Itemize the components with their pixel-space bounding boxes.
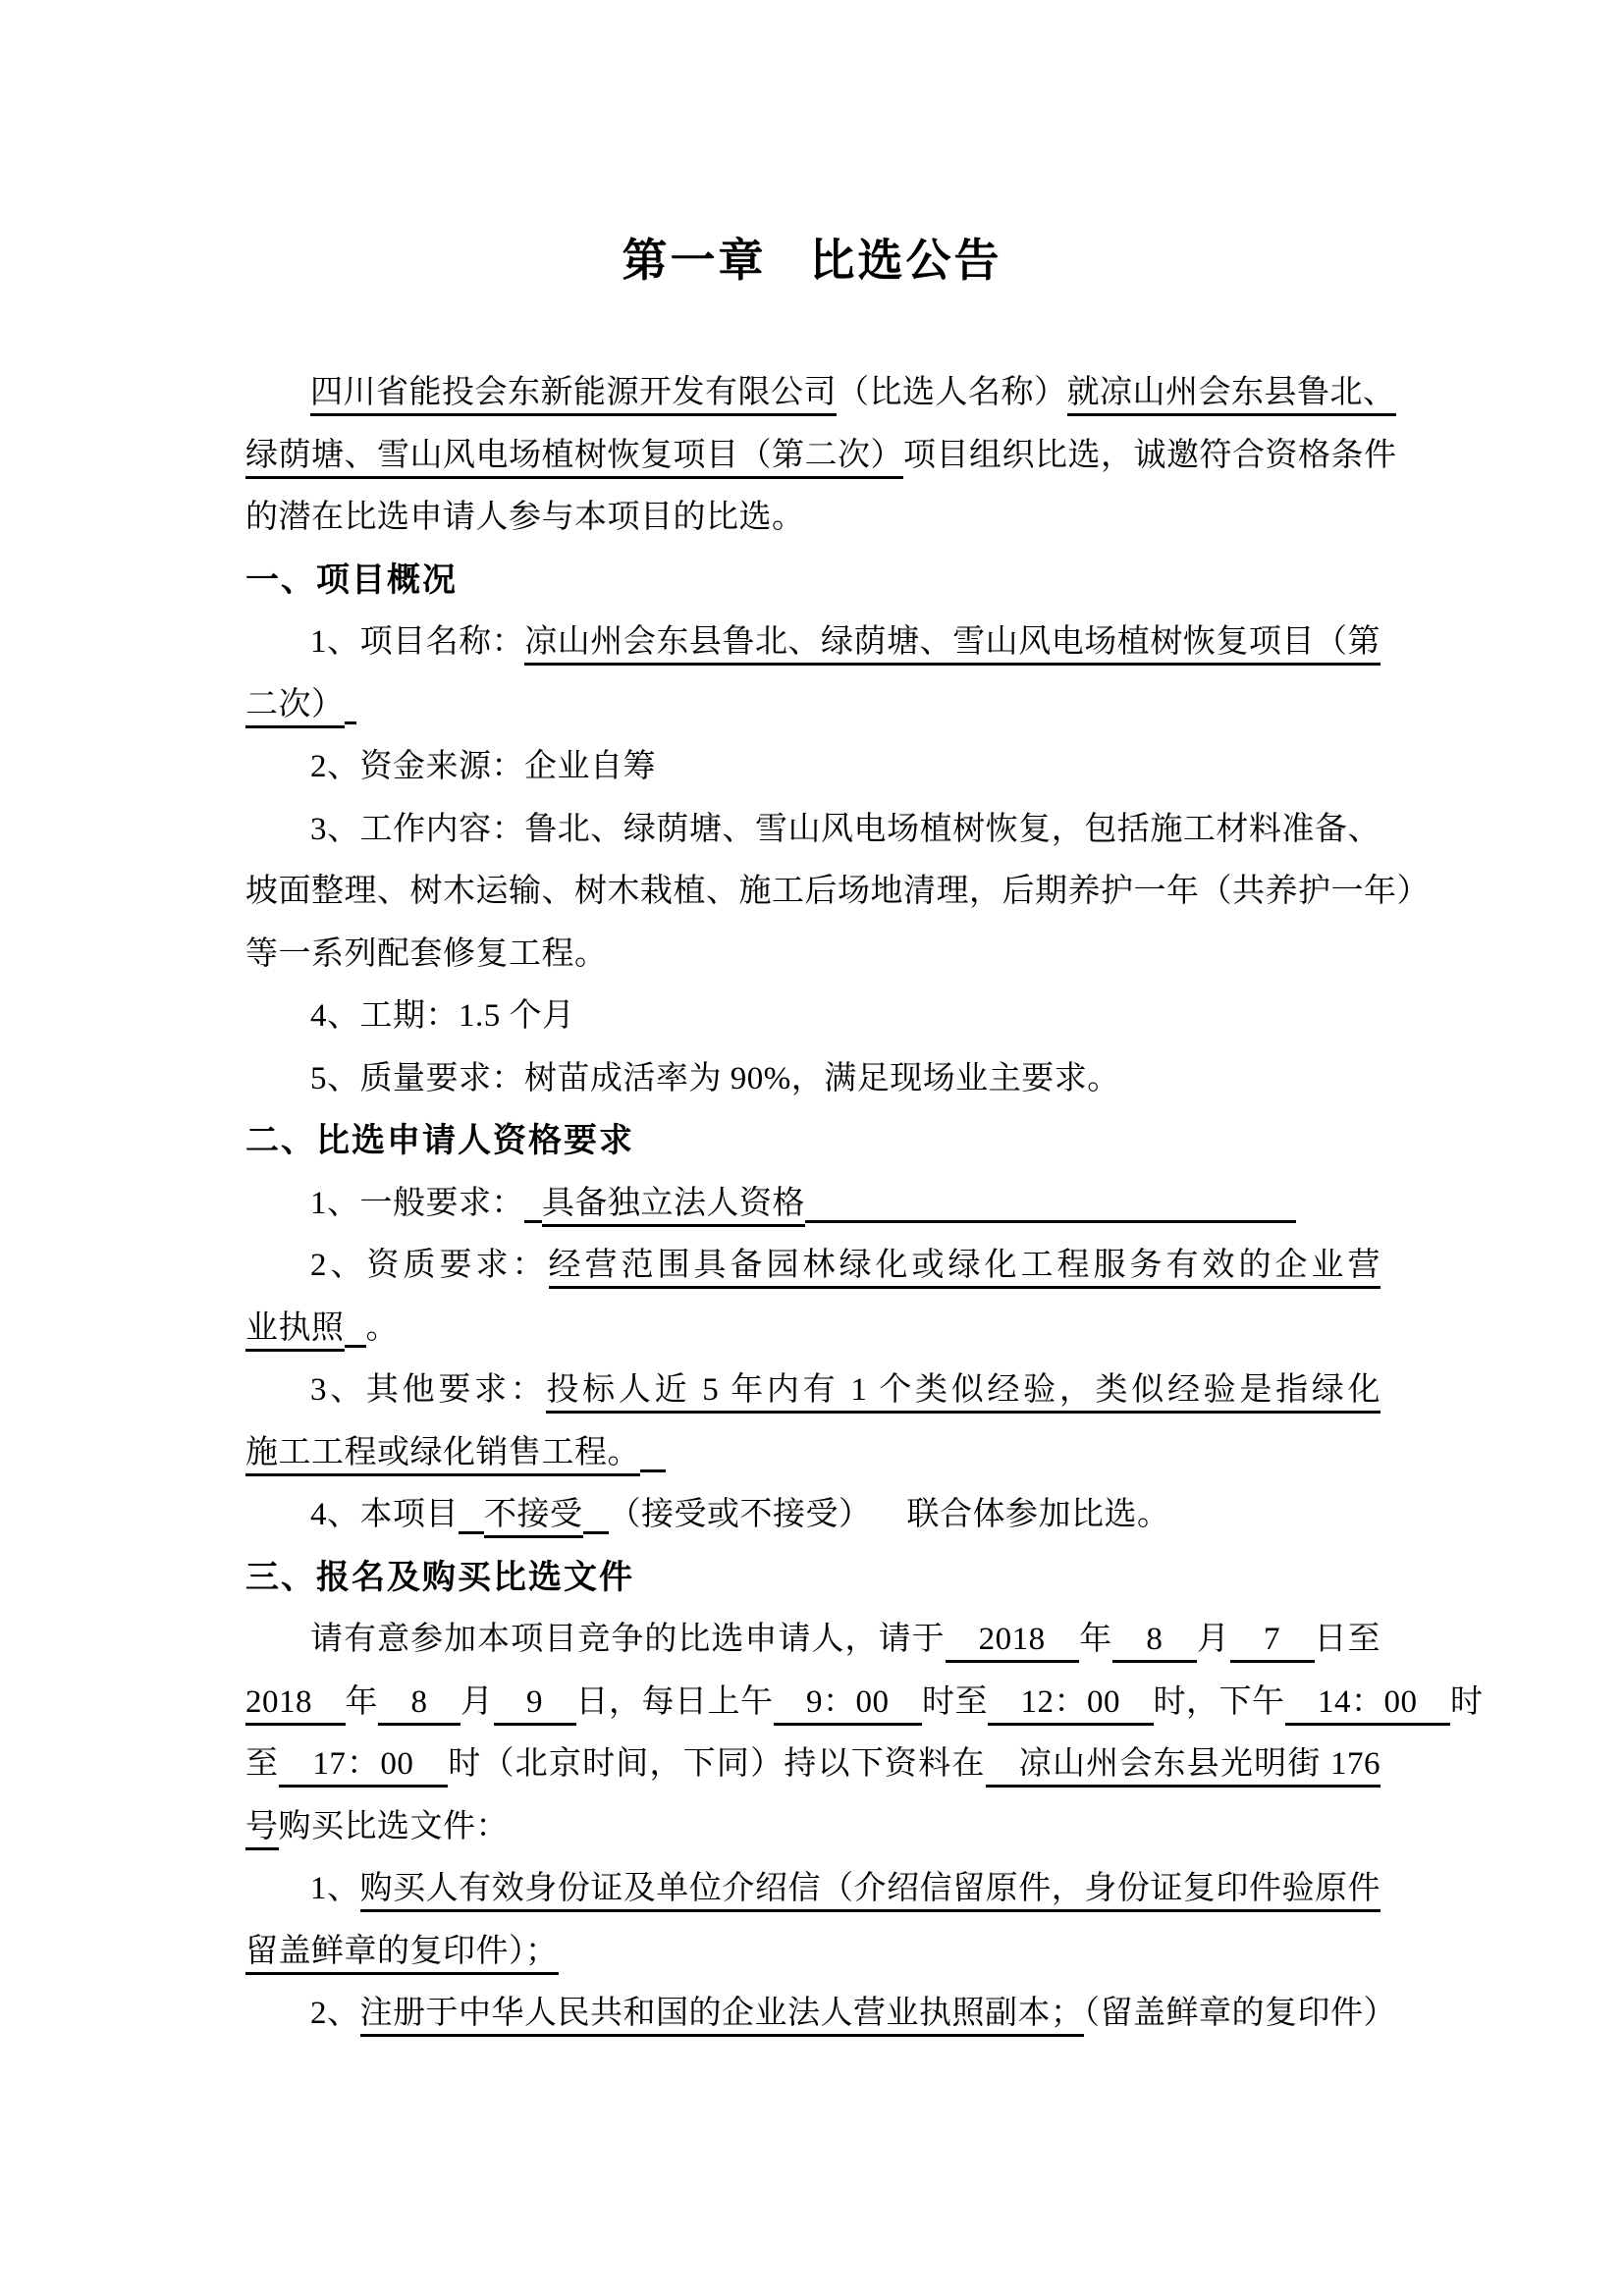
text-segment: （留盖鲜章的复印件） [1083,1996,1396,2031]
blank-underline [583,1530,609,1534]
underlined-text: 具备独立法人资格 [542,1186,805,1227]
text-segment: 购买比选文件： [278,1808,509,1844]
underlined-text: 14：00 [1285,1684,1451,1726]
underlined-text: 2018 [245,1684,346,1726]
text-line [245,612,1380,674]
section-heading [245,1110,1380,1173]
text-segment: 2、资质要求： [310,1248,549,1283]
text-segment: 2、 [310,1996,360,2031]
text-segment: 年 [345,1683,378,1720]
text-segment: 时（北京时间，下同）持以下资料在 [448,1746,986,1782]
text-segment: 3、工作内容：鲁北、绿荫塘、雪山风电场植树恢复，包括施工材料准备、 [310,811,1380,847]
underlined-text: 凉山州会东县光明街 176 [986,1746,1381,1788]
document-body [245,362,1484,2046]
text-segment: 项目组织比选，诚邀符合资格条件 [903,437,1397,473]
underlined-text: 12：00 [988,1684,1154,1726]
underlined-text: 2018 [946,1622,1080,1663]
text-line [245,1422,1380,1485]
text-segment: 三、报名及购买比选文件 [245,1558,634,1596]
underlined-text: 凉山州会东县鲁北、绿荫塘、雪山风电场植树恢复项目（第 [524,624,1380,666]
text-line [245,487,1380,550]
text-line [245,1235,1380,1298]
underlined-text: 购买人有效身份证及单位介绍信（介绍信留原件，身份证复印件验原件 [360,1871,1380,1912]
text-segment: 等一系列配套修复工程。 [245,935,608,972]
underlined-text: 9 [494,1684,576,1726]
underlined-text: 不接受 [484,1497,583,1538]
blank-underline [345,721,356,724]
text-segment: 的潜在比选申请人参与本项目的比选。 [245,500,805,535]
underlined-text: 9：00 [774,1684,923,1726]
text-segment: 月 [460,1683,494,1720]
underlined-text: 号 [245,1809,279,1850]
text-line [245,1609,1380,1672]
text-segment: 时 [1450,1683,1484,1720]
text-segment: 。 [365,1309,399,1346]
page-title [0,230,1624,292]
underlined-text: 投标人近 5 年内有 1 个类似经验，类似经验是指绿化 [546,1372,1380,1414]
blank-underline [805,1219,1296,1223]
underlined-text: 四川省能投会东新能源开发有限公司 [310,375,837,416]
text-segment: 月 [1196,1622,1230,1657]
text-line [245,1858,1380,1921]
text-segment: 4、工期：1.5 个月 [310,998,575,1034]
text-segment: 日至 [1314,1622,1381,1657]
text-line [245,986,1380,1048]
text-segment: 一、项目概况 [245,561,458,599]
text-line [245,362,1396,425]
underlined-text: 施工工程或绿化销售工程。 [245,1435,640,1476]
underlined-text: 7 [1230,1622,1315,1663]
text-segment: 1、 [310,1871,360,1906]
title-subject: 比选公告 [809,236,1002,286]
text-line [245,1796,1380,1859]
text-line [245,924,1380,987]
text-segment: 3、其他要求： [310,1372,547,1408]
blank-underline [345,1344,366,1348]
text-line [245,1983,1396,2046]
text-segment: 坡面整理、树木运输、树木栽植、施工后场地清理，后期养护一年（共养护一年） [245,874,1430,909]
underlined-text: 经营范围具备园林绿化或绿化工程服务有效的企业营 [549,1248,1381,1289]
text-segment: 1、项目名称： [310,624,525,660]
underlined-text: 17：00 [279,1746,448,1788]
title-chapter: 第一章 [622,236,767,286]
section-heading [245,1547,1380,1610]
text-line [245,425,1397,488]
text-line [245,1921,1380,1984]
text-segment: 4、本项目 [310,1497,459,1532]
text-segment: 时，下午 [1153,1683,1285,1720]
text-line [245,1048,1380,1111]
text-segment: 2、资金来源：企业自筹 [310,749,656,784]
blank-underline [640,1468,666,1472]
text-segment: 5、质量要求：树苗成活率为 90%，满足现场业主要求。 [310,1060,1120,1096]
underlined-text: 8 [1112,1622,1197,1663]
text-segment [872,1533,907,1534]
text-line [245,1360,1380,1422]
text-line [245,674,1380,737]
blank-underline [459,1530,484,1534]
text-line [245,861,1430,924]
section-heading [245,550,1380,613]
text-line [245,1484,1380,1547]
text-line [245,1672,1484,1735]
blank-underline [524,1219,542,1223]
text-segment: 请有意参加本项目竞争的比选申请人，请于 [310,1622,946,1657]
text-segment: 年 [1079,1622,1113,1657]
underlined-text: 绿荫塘、雪山风电场植树恢复项目（第二次） [245,438,903,479]
text-segment: 1、一般要求： [310,1185,524,1221]
underlined-text: 8 [378,1684,460,1726]
underlined-text: 业执照 [245,1310,345,1352]
underlined-text: 二次） [245,687,345,728]
text-segment: 联合体参加比选。 [906,1497,1170,1532]
text-segment: 日，每日上午 [575,1683,774,1720]
text-segment: 时至 [922,1683,988,1720]
underlined-text: 注册于中华人民共和国的企业法人营业执照副本； [360,1996,1084,2037]
text-line [245,1298,1380,1361]
text-line [245,1173,1380,1236]
text-line [245,1734,1380,1796]
text-line [245,799,1380,862]
text-line [245,736,1380,799]
text-segment: 二、比选申请人资格要求 [245,1122,634,1159]
text-segment: （接受或不接受） [608,1497,872,1532]
text-segment: 至 [245,1746,280,1782]
underlined-text: 留盖鲜章的复印件）； [245,1934,559,1975]
text-segment: （比选人名称） [837,375,1067,410]
underlined-text: 就凉山州会东县鲁北、 [1067,375,1396,416]
